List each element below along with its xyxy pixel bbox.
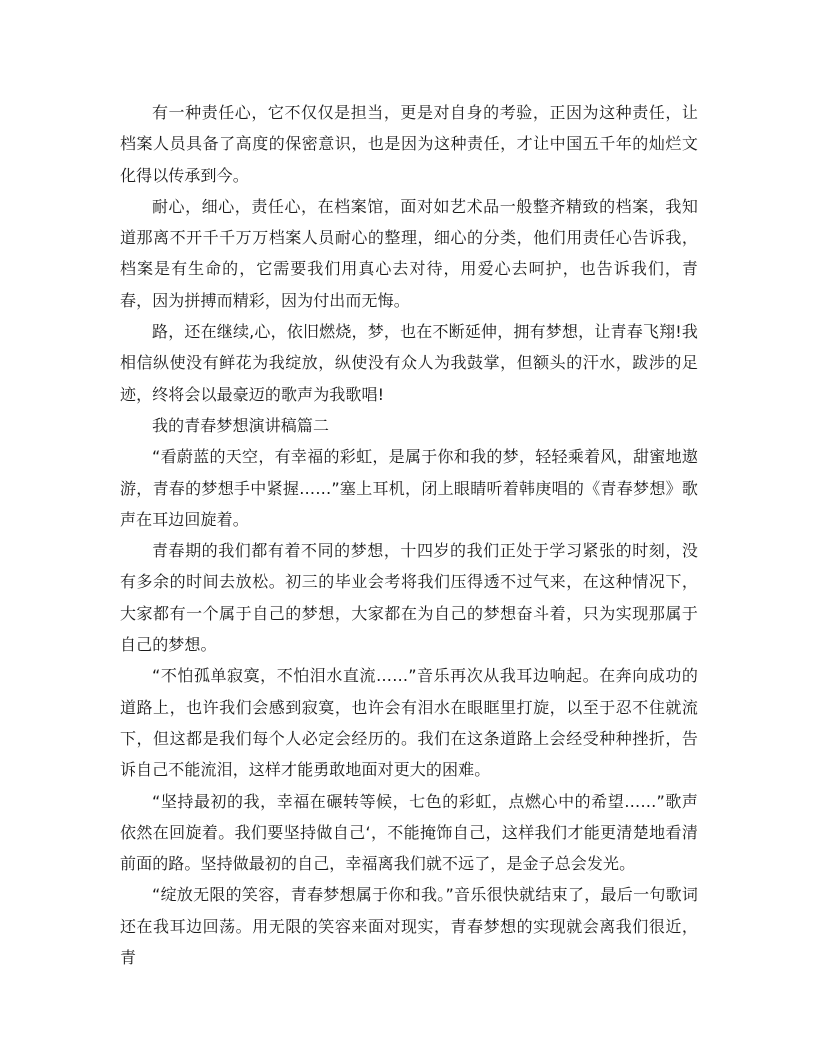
paragraph-responsibility: 有一种责任心，它不仅仅是担当，更是对自身的考验，正因为这种责任，让档案人员具备了高度的保密意识，也是因为这种责任，才让中国五千年的灿烂文化得以传承到今。 [120, 103, 698, 185]
paragraph-patience: 耐心，细心，责任心，在档案馆，面对如艺术品一般整齐精致的档案，我知道那离不开千千万万档案人员耐心的整理，细心的分类，他们用责任心告诉我，档案是有生命的，它需要我们用真心去对待，用爱心去呵护，也告诉我们，青春，因为拼搏而精彩，因为付出而无悔。 [120, 196, 698, 310]
document-body [120, 97, 698, 973]
paragraph-persist: “坚持最初的我，幸福在碾转等候，七色的彩虹，点燃心中的希望……”歌声依然在回旋着。我们要坚持做自己‘，不能掩饰自己，这样我们才能更清楚地看清前面的路。坚持做最初的自己，幸福离我们就不远了，是金子总会发光。 [120, 791, 698, 874]
paragraph-blue-sky: “看蔚蓝的天空，有幸福的彩虹，是属于你和我的梦，轻轻乘着风，甜蜜地遨游，青春的梦想手中紧握……”塞上耳机，闭上眼睛听着韩庚唱的《青春梦想》歌声在耳边回旋着。 [120, 447, 698, 529]
paragraph-road: 路，还在继续,心，依旧燃烧，梦，也在不断延伸，拥有梦想，让青春飞翔!我相信纵使没有鲜花为我绽放，纵使没有众人为我鼓掌，但额头的汗水，跋涉的足迹，终将会以最豪迈的歌声为我歌唱! [120, 322, 698, 404]
paragraph-adolescence: 青春期的我们都有着不同的梦想，十四岁的我们正处于学习紧张的时刻，没有多余的时间去放松。初三的毕业会考将我们压得透不过气来，在这种情况下，大家都有一个属于自己的梦想，大家都在为自己的梦想奋斗着，只为实现那属于自己的梦想。 [120, 541, 698, 655]
paragraph-not-afraid: “不怕孤单寂寞，不怕泪水直流……”音乐再次从我耳边响起。在奔向成功的道路上，也许我们会感到寂寞，也许会有泪水在眼眶里打旋，以至于忍不住就流下，但这都是我们每个人必定会经历的。我们在这条道路上会经受种种挫折，告诉自己不能流泪，这样才能勇敢地面对更大的困难。 [120, 666, 698, 780]
paragraph-bloom: “绽放无限的笑容，青春梦想属于你和我。”音乐很快就结束了，最后一句歌词还在我耳边回荡。用无限的笑容来面对现实，青春梦想的实现就会离我们很近，青 [120, 885, 698, 968]
section-heading: 我的青春梦想演讲稿篇二 [152, 415, 330, 435]
